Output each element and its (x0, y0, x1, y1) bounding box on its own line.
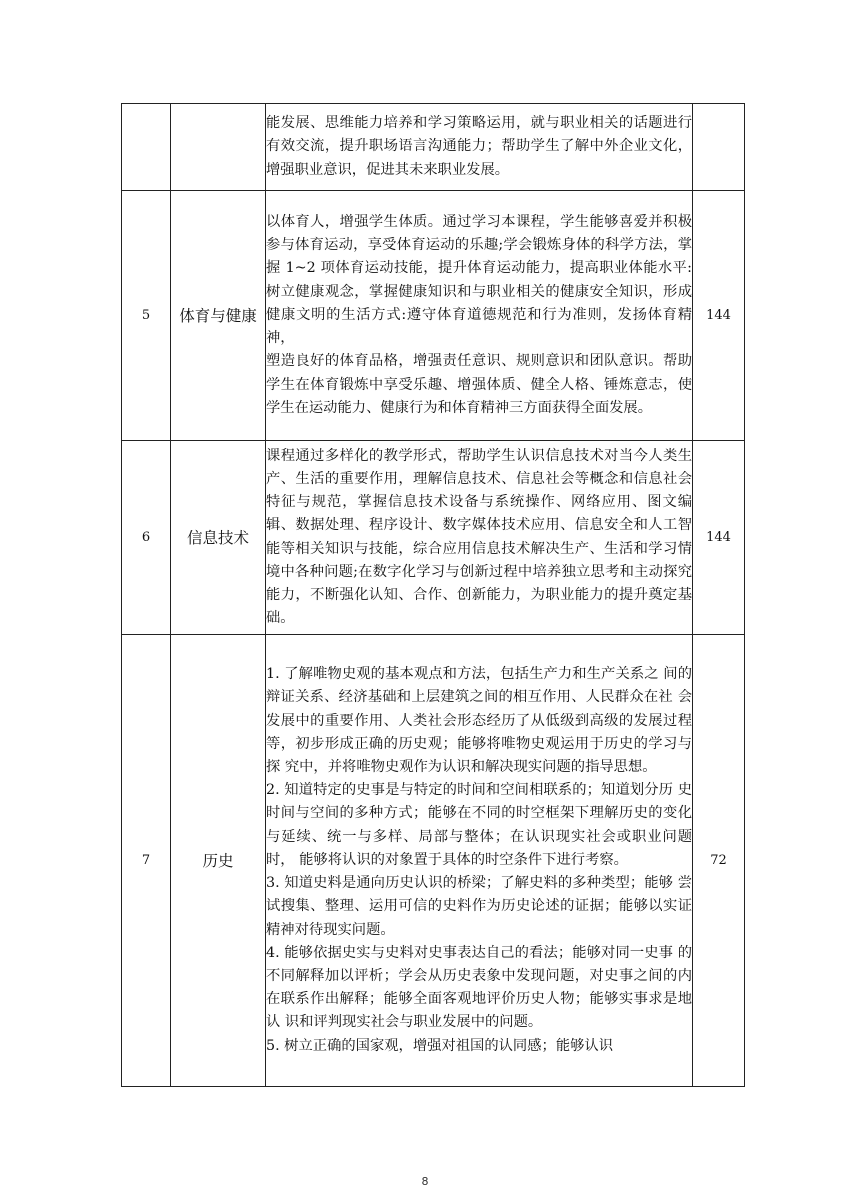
course-name: 历史 (171, 635, 266, 1087)
course-hours: 72 (693, 635, 745, 1087)
course-description (266, 441, 693, 635)
course-hours: 144 (693, 441, 745, 635)
course-description (266, 191, 693, 441)
course-table (121, 103, 745, 1087)
course-description (266, 104, 693, 191)
course-name (171, 104, 266, 191)
description-paragraph: 4. 能够依据史实与史料对史事表达自己的看法；能够对同一史事 的不同解释加以评析；学会从历史表象中发现问题，对史事之间的内 在联系作出解释；能够全面客观地评价历史人物；能够实事求是地认 识和评判现实社会与职业发展中的问题。 (266, 944, 692, 1031)
description-paragraph: 3. 知道史料是通向历史认识的桥梁；了解史料的多种类型；能够 尝试搜集、整理、运用可信的史料作为历史论述的证据；能够以实证 精神对待现实问题。 (266, 875, 692, 938)
page-number: 8 (421, 1175, 429, 1188)
course-number (122, 104, 171, 191)
course-hours (693, 104, 745, 191)
course-row (122, 191, 745, 441)
course-row (122, 104, 745, 191)
description-paragraph: 以体育人，增强学生体质。通过学习本课程，学生能够喜爱并积极参与体育运动，享受体育运动的乐趣;学会锻炼身体的科学方法，掌握 1~2 项体育运动技能，提升体育运动能力，提高职业体能水平:树立健康观念，掌握健康知识和与职业相关的健康安全知识，形成健康文明的生活方式:遵守体育道德规范和行为准则，发扬体育精神， (266, 214, 692, 347)
course-number: 6 (122, 441, 171, 635)
description-paragraph: 1. 了解唯物史观的基本观点和方法，包括生产力和生产关系之 间的辩证关系、经济基础和上层建筑之间的相互作用、人民群众在社 会发展中的重要作用、人类社会形态经历了从低级到高级的发展过程 等，初步形成正确的历史观；能够将唯物史观运用于历史的学习与探 究中，并将唯物史观作为认识和解决现实问题的指导思想。 (266, 666, 692, 776)
course-hours: 144 (693, 191, 745, 441)
course-description (266, 635, 693, 1087)
description-paragraph: 5. 树立正确的国家观，增强对祖国的认同感；能够认识 (266, 1037, 614, 1054)
course-number: 7 (122, 635, 171, 1087)
course-table-body (122, 104, 745, 1087)
course-row (122, 635, 745, 1087)
course-row (122, 441, 745, 635)
course-name: 体育与健康 (171, 191, 266, 441)
course-name: 信息技术 (171, 441, 266, 635)
course-number: 5 (122, 191, 171, 441)
description-paragraph: 课程通过多样化的教学形式，帮助学生认识信息技术对当今人类生产、生活的重要作用，理解信息技术、信息社会等概念和信息社会特征与规范，掌握信息技术设备与系统操作、网络应用、图文编辑、数据处理、程序设计、数字媒体技术应用、信息安全和人工智能等相关知识与技能，综合应用信息技术解决生产、生活和学习情境中各种问题;在数字化学习与创新过程中培养独立思考和主动探究能力，不断强化认知、合作、创新能力，为职业能力的提升奠定基础。 (266, 447, 692, 627)
description-paragraph: 能发展、思维能力培养和学习策略运用，就与职业相关的话题进行有效交流，提升职场语言沟通能力；帮助学生了解中外企业文化，增强职业意识，促进其未来职业发展。 (266, 115, 692, 178)
description-paragraph: 2. 知道特定的史事是与特定的时间和空间相联系的；知道划分历 史时间与空间的多种方式；能够在不同的时空框架下理解历史的变化 与延续、统一与多样、局部与整体；在认识现实社会或职业问题时， 能够将认识的对象置于具体的时空条件下进行考察。 (266, 782, 692, 868)
description-paragraph: 塑造良好的体育品格，增强责任意识、规则意识和团队意识。帮助学生在体育锻炼中享受乐趣、增强体质、健全人格、锤炼意志，使学生在运动能力、健康行为和体育精神三方面获得全面发展。 (266, 353, 692, 416)
